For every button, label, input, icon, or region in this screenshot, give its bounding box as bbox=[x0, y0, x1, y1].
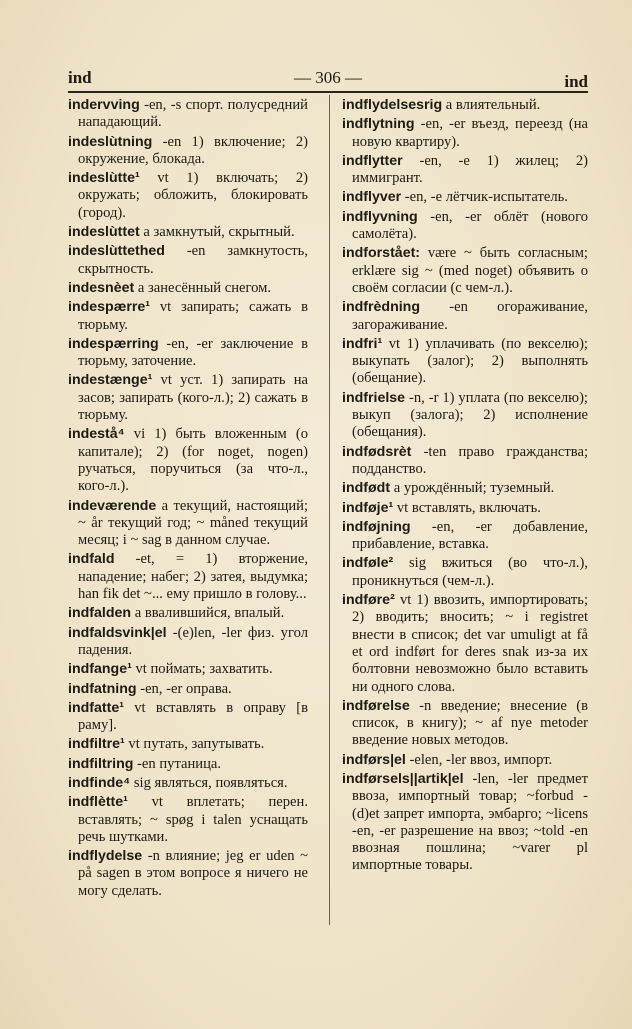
dictionary-entry bbox=[68, 551, 308, 603]
dictionary-entry bbox=[342, 555, 588, 590]
entry-headword: indfri¹ bbox=[342, 335, 383, 352]
dictionary-entry bbox=[342, 390, 588, 442]
entry-headword: indflètte¹ bbox=[68, 794, 128, 811]
dictionary-entry bbox=[342, 519, 588, 554]
right-column bbox=[342, 97, 588, 877]
entry-definition: -n введение; внесение (в список, в книгу); ~ af nye metoder введение новых методов. bbox=[352, 697, 588, 749]
dictionary-entry bbox=[68, 426, 308, 495]
dictionary-entry bbox=[68, 848, 308, 900]
entry-headword: indflyvning bbox=[342, 208, 418, 225]
dictionary-entry bbox=[342, 752, 588, 769]
entry-definition: -(e)len, -ler физ. угол падения. bbox=[78, 624, 308, 658]
entry-definition: -en, -er заключение в тюрьму, заточение. bbox=[78, 335, 308, 370]
entry-headword: indførelse bbox=[342, 697, 410, 714]
entry-definition: vt уст. 1) запирать на засов; запирать (кого-л.); 2) сажать в тюрьму. bbox=[78, 372, 308, 424]
entry-headword: indespærre¹ bbox=[68, 299, 150, 316]
entry-definition: vt вплетать; перен. вставлять; ~ spøg i talen уснащать речь шутками. bbox=[78, 794, 308, 845]
dictionary-entry bbox=[68, 299, 308, 334]
dictionary-entry bbox=[342, 500, 588, 517]
dictionary-entry bbox=[68, 605, 308, 622]
dictionary-entry bbox=[342, 189, 588, 206]
entry-definition: -n, -r 1) уплата (по векселю); выкуп (залога); 2) исполнение (обещания). bbox=[352, 389, 588, 441]
dictionary-entry bbox=[68, 134, 308, 169]
entry-definition: a занесённый снегом. bbox=[134, 279, 272, 296]
entry-headword: indfødt bbox=[342, 480, 391, 497]
entry-headword: indflyver bbox=[342, 189, 402, 206]
column-divider bbox=[329, 95, 330, 925]
entry-headword: indeværende bbox=[68, 497, 157, 514]
dictionary-entry bbox=[342, 97, 588, 114]
entry-headword: indførs|el bbox=[342, 751, 406, 768]
entry-headword: indfrielse bbox=[342, 389, 406, 406]
dictionary-entry bbox=[68, 794, 308, 846]
entry-headword: indflydelsesrig bbox=[342, 97, 443, 113]
dictionary-entry bbox=[68, 700, 308, 735]
entry-definition: -en, -er облёт (нового самолёта). bbox=[352, 208, 588, 243]
entry-definition: være ~ быть согласным; erklære sig ~ (med noget) объявить о своём согласии (с чем-л.). bbox=[352, 245, 588, 296]
dictionary-entry bbox=[68, 498, 308, 550]
entry-headword: indesnèet bbox=[68, 279, 135, 296]
dictionary-entry bbox=[68, 224, 308, 241]
entry-definition: -en, -s спорт. полусредний нападающий. bbox=[78, 97, 308, 131]
entry-definition: -en, -er добавление, прибавление, вставка. bbox=[352, 518, 588, 553]
entry-definition: sig являться, появляться. bbox=[130, 774, 288, 791]
entry-definition: -en 1) включение; 2) окружение, блокада. bbox=[78, 133, 308, 167]
entry-headword: indfatning bbox=[68, 680, 137, 697]
entry-definition: a текущий, настоящий; ~ år текущий год; ~ måned текущий месяц; i ~ sag в данном случае. bbox=[78, 497, 308, 549]
entry-definition: -en, -e лётчик-испытатель. bbox=[401, 189, 568, 206]
entry-definition: vt путать, запутывать. bbox=[124, 736, 265, 753]
entry-headword: indføjning bbox=[342, 518, 411, 535]
entry-definition: vt 1) включать; 2) окружать; обложить, блокировать (город). bbox=[78, 170, 308, 221]
entry-headword: indespærring bbox=[68, 335, 159, 352]
entry-definition: -en замкнутость, скрытность. bbox=[78, 243, 308, 277]
entry-definition: vt 1) уплачивать (по векселю); выкупать (залог); 2) выполнять (обещание). bbox=[352, 335, 588, 387]
left-column bbox=[68, 97, 308, 902]
entry-definition: -et, = 1) вторжение, нападение; набег; 2) затея, выдумка; han fik det ~... ему пришло в голову... bbox=[78, 551, 308, 603]
entry-definition: a ввалившийся, впалый. bbox=[131, 605, 285, 622]
entry-definition: -en, -er въезд, переезд (на новую квартиру). bbox=[352, 116, 588, 150]
dictionary-entry bbox=[68, 661, 308, 678]
entry-headword: indestænge¹ bbox=[68, 372, 153, 389]
entry-definition: -en, -er оправа. bbox=[136, 680, 232, 697]
dictionary-entry bbox=[68, 681, 308, 698]
dictionary-entry bbox=[342, 480, 588, 497]
entry-headword: indfatte¹ bbox=[68, 699, 124, 716]
entry-headword: indeslùtte¹ bbox=[68, 170, 140, 187]
entry-headword: indfaldsvink|el bbox=[68, 624, 167, 641]
dictionary-entry bbox=[342, 209, 588, 244]
entry-headword: indeslùttethed bbox=[68, 243, 165, 260]
entry-definition: sig вжиться (во что-л.), проникнуться (чем-л.). bbox=[352, 555, 588, 589]
entry-definition: vt 1) ввозить, импортировать; 2) вводить; вносить; ~ i registret внести в список; det var umuligt at få et ord indført for deres snak из-за их болтовни невозможно было вставить ни одного слова. bbox=[352, 592, 588, 695]
entry-headword: indfange¹ bbox=[68, 661, 132, 678]
entry-headword: indfalden bbox=[68, 605, 132, 622]
entry-definition: -elen, -ler ввоз, импорт. bbox=[405, 751, 553, 768]
dictionary-entry bbox=[68, 280, 308, 297]
entry-definition: a замкнутый, скрытный. bbox=[139, 224, 295, 241]
entry-headword: indfiltring bbox=[68, 755, 134, 772]
dictionary-entry bbox=[68, 243, 308, 278]
entry-headword: indfrèdning bbox=[342, 299, 421, 316]
dictionary-entry bbox=[342, 592, 588, 696]
entry-definition: -len, -ler предмет ввоза, импортный товар; ~forbud -(d)et запрет импорта, эмбарго; ~licens -en, -er разрешение на ввоз; ~told -en ввозная пошлина; ~varer pl импортные товары. bbox=[352, 770, 588, 874]
dictionary-entry bbox=[68, 736, 308, 753]
entry-definition: -ten право гражданства; подданство. bbox=[352, 443, 588, 477]
entry-headword: indestå⁴ bbox=[68, 426, 125, 443]
dictionary-entry bbox=[68, 625, 308, 660]
dictionary-entry bbox=[342, 116, 588, 151]
entry-definition: -en огораживание, загораживание. bbox=[352, 299, 588, 333]
dictionary-entry bbox=[68, 372, 308, 424]
entry-definition: a влиятельный. bbox=[442, 97, 541, 113]
dictionary-entry bbox=[342, 153, 588, 188]
entry-definition: -en путаница. bbox=[133, 755, 222, 772]
dictionary-entry bbox=[342, 698, 588, 750]
entry-definition: -en, -e 1) жилец; 2) иммигрант. bbox=[352, 152, 588, 187]
entry-headword: indflytter bbox=[342, 152, 403, 169]
dictionary-entry bbox=[68, 775, 308, 792]
header-left-word: ind bbox=[68, 68, 92, 87]
page-number: — 306 — bbox=[294, 68, 362, 87]
dictionary-entry bbox=[342, 444, 588, 479]
entry-headword: indfinde⁴ bbox=[68, 774, 131, 791]
entry-definition: vt запирать; сажать в тюрьму. bbox=[78, 299, 308, 333]
entry-headword: indfødsrèt bbox=[342, 443, 412, 460]
dictionary-entry bbox=[68, 756, 308, 773]
dictionary-entry bbox=[68, 170, 308, 222]
entry-definition: vt поймать; захватить. bbox=[131, 661, 273, 678]
entry-headword: indfiltre¹ bbox=[68, 736, 125, 753]
entry-headword: indervving bbox=[68, 97, 140, 113]
header-rule bbox=[68, 91, 588, 93]
page-header bbox=[68, 68, 588, 90]
dictionary-entry bbox=[342, 336, 588, 388]
entry-headword: indføje¹ bbox=[342, 499, 394, 516]
entry-headword: indfald bbox=[68, 551, 115, 568]
entry-headword: indføle² bbox=[342, 555, 394, 572]
entry-definition: a урождённый; туземный. bbox=[390, 480, 555, 497]
entry-headword: indførsels||artik|el bbox=[342, 770, 464, 787]
dictionary-entry bbox=[68, 97, 308, 132]
entry-definition: vi 1) быть вложенным (о капитале); 2) (for noget, nogen) ручаться, поручиться (за что-л., кого-л.). bbox=[78, 426, 308, 495]
entry-headword: indeslùttet bbox=[68, 224, 140, 241]
entry-definition: vt вставлять в оправу [в раму]. bbox=[78, 699, 308, 734]
header-right-word: ind bbox=[564, 72, 588, 91]
entry-headword: indforstået: bbox=[342, 245, 421, 262]
dictionary-entry bbox=[342, 299, 588, 334]
dictionary-entry bbox=[68, 336, 308, 371]
dictionary-entry bbox=[342, 245, 588, 297]
entry-headword: indeslùtning bbox=[68, 133, 153, 150]
entry-headword: indføre² bbox=[342, 592, 395, 609]
entry-definition: vt вставлять, включать. bbox=[393, 499, 541, 516]
entry-headword: indflydelse bbox=[68, 848, 143, 865]
entry-definition: -n влияние; jeg er uden ~ på sagen в этом вопросе я ничего не могу сделать. bbox=[78, 848, 308, 899]
dictionary-entry bbox=[342, 771, 588, 875]
entry-headword: indflytning bbox=[342, 116, 415, 133]
